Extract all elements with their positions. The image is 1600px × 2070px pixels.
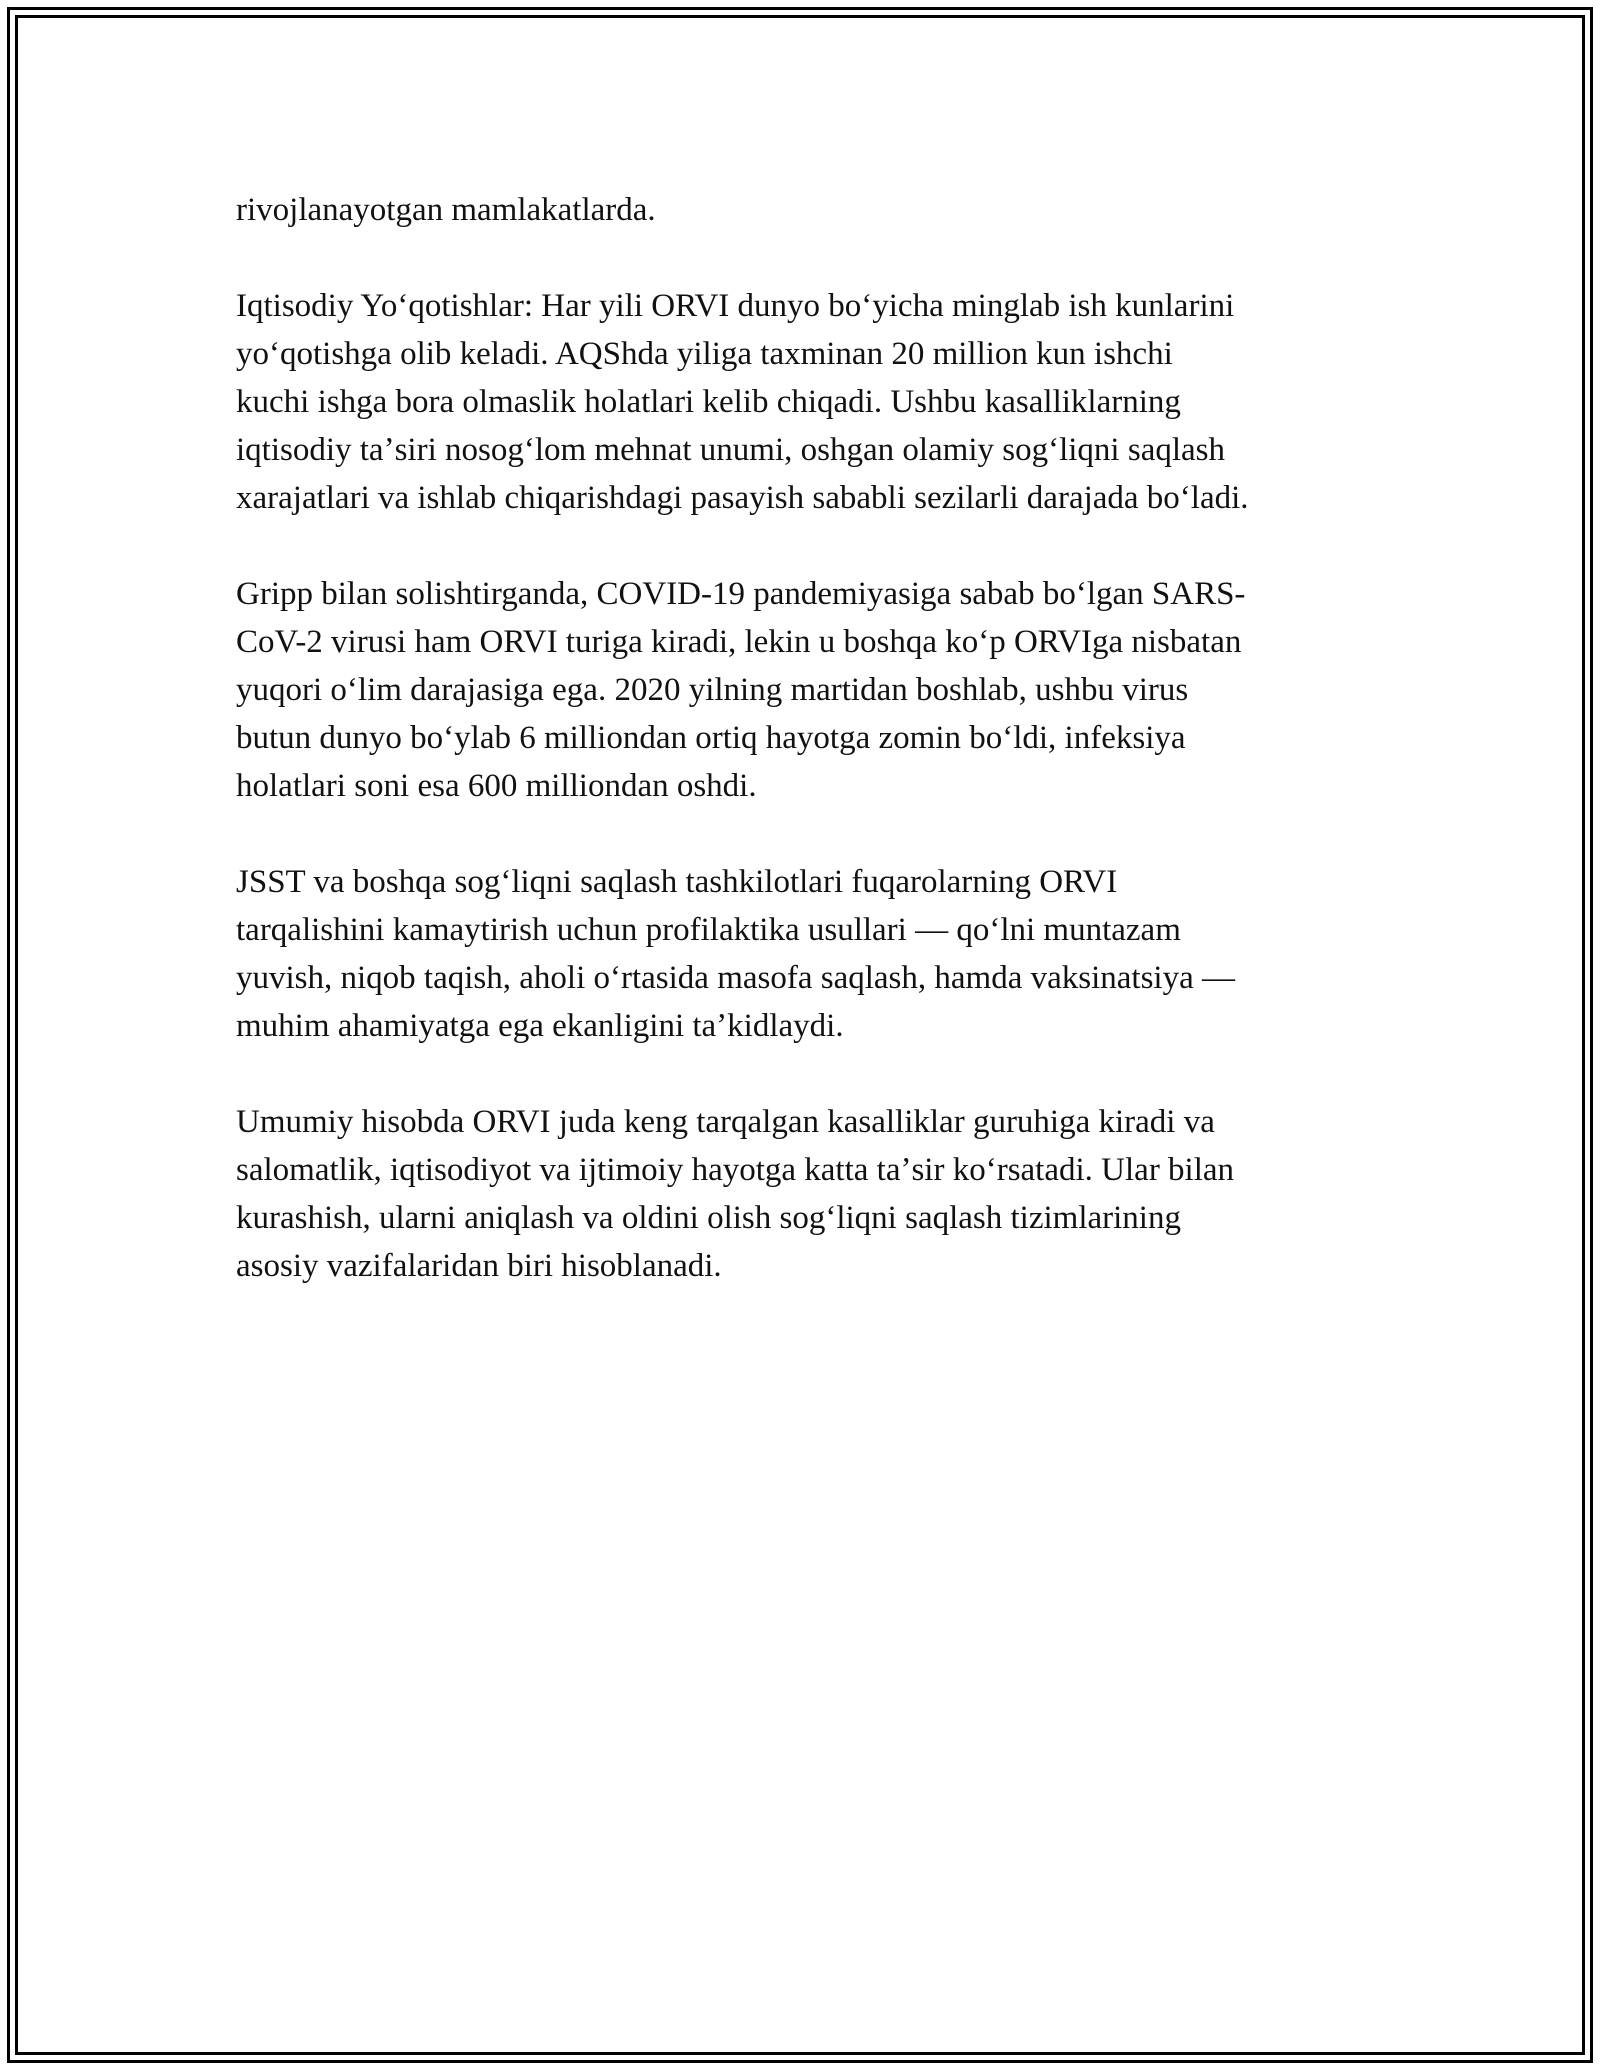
paragraph-prevention: JSST va boshqa sogʻliqni saqlash tashkilotlari fuqarolarning ORVI tarqalishini kamaytirish uchun profilaktika usullari — qoʻlni muntazam yuvish, niqob taqish, aholi oʻrtasida masofa saqlash, hamda vaksinatsiya — muhim ahamiyatga ega ekanligini taʼkidlaydi.	[236, 864, 1235, 1044]
paragraph-continuation: rivojlanayotgan mamlakatlarda.	[236, 192, 656, 228]
paragraph-conclusion: Umumiy hisobda ORVI juda keng tarqalgan kasalliklar guruhiga kiradi va salomatlik, iqtisodiyot va ijtimoiy hayotga katta taʼsir koʻrsatadi. Ular bilan kurashish, ularni aniqlash va oldini olish sogʻliqni saqlash tizimlarining asosiy vazifalaridan biri hisoblanadi.	[236, 1104, 1235, 1284]
paragraph-economic-losses: Iqtisodiy Yoʻqotishlar: Har yili ORVI dunyo boʻyicha minglab ish kunlarini yoʻqotishga olib keladi. AQShda yiliga taxminan 20 million kun ishchi kuchi ishga bora olmaslik holatlari kelib chiqadi. Ushbu kasalliklarning iqtisodiy taʼsiri nosogʻlom mehnat unumi, oshgan olamiy sogʻliqni saqlash xarajatlari va ishlab chiqarishdagi pasayish sababli sezilarli darajada boʻladi.	[236, 288, 1249, 516]
document-body	[236, 186, 1386, 1338]
paragraph-covid-comparison: Gripp bilan solishtirganda, COVID-19 pandemiyasiga sabab boʻlgan SARS- CoV-2 virusi ham ORVI turiga kiradi, lekin u boshqa koʻp ORVIga nisbatan yuqori oʻlim darajasiga ega. 2020 yilning martidan boshlab, ushbu virus butun dunyo boʻylab 6 milliondan ortiq hayotga zomin boʻldi, infeksiya holatlari soni esa 600 milliondan oshdi.	[236, 576, 1246, 804]
